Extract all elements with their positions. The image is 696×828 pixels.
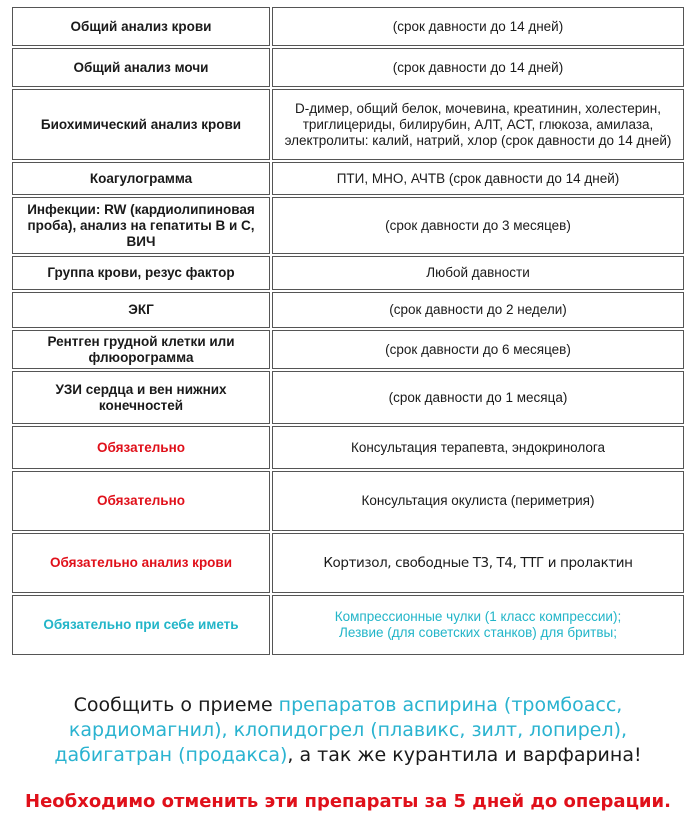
table-row: [12, 595, 684, 655]
test-term: [272, 595, 684, 655]
test-name: Обязательно при себе иметь: [12, 595, 270, 655]
test-term: Кортизол, свободные Т3, Т4, ТТГ и пролактин: [272, 533, 684, 593]
test-name: Обязательно анализ крови: [12, 533, 270, 593]
test-name: Общий анализ крови: [12, 7, 270, 46]
cancel-warning: Необходимо отменить эти препараты за 5 дней до операции.: [25, 791, 671, 812]
test-term: (срок давности до 2 недели): [272, 292, 684, 328]
test-term: (срок давности до 6 месяцев): [272, 330, 684, 369]
test-name: Биохимический анализ крови: [12, 89, 270, 160]
test-name: Инфекции: RW (кардиолипиновая проба), анализ на гепатиты В и С, ВИЧ: [12, 197, 270, 254]
test-term: (срок давности до 1 месяца): [272, 371, 684, 424]
test-name: Рентген грудной клетки или флюорограмма: [12, 330, 270, 369]
requirements-table: [10, 5, 686, 657]
table-row: [12, 48, 684, 87]
test-name: Общий анализ мочи: [12, 48, 270, 87]
test-term: Любой давности: [272, 256, 684, 290]
term-line: Компрессионные чулки (1 класс компрессии);: [334, 609, 622, 624]
test-term: (срок давности до 14 дней): [272, 7, 684, 46]
test-term: ПТИ, МНО, АЧТВ (срок давности до 14 дней): [272, 162, 684, 195]
test-term: (срок давности до 14 дней): [272, 48, 684, 87]
drug-notice: [10, 693, 686, 768]
test-term: D-димер, общий белок, мочевина, креатинин, холестерин, триглицериды, билирубин, АЛТ, АСТ, глюкоза, амилаза, электролиты: калий, натрий, хлор (срок давности до 14 дней): [272, 89, 684, 160]
test-name: Обязательно: [12, 426, 270, 469]
table-row: [12, 197, 684, 254]
term-line: Лезвие (для советских станков) для бритвы;: [339, 625, 617, 640]
table-row: [12, 426, 684, 469]
test-name: УЗИ сердца и вен нижних конечностей: [12, 371, 270, 424]
table-row: [12, 471, 684, 531]
test-name: Группа крови, резус фактор: [12, 256, 270, 290]
test-term: (срок давности до 3 месяцев): [272, 197, 684, 254]
test-name: Коагулограмма: [12, 162, 270, 195]
drug-list: препаратов аспирина (тромбоасс, кардиомагнил), клопидогрел (плавикс, зилт, лопирел), дабигатран (продакса): [54, 694, 628, 766]
table-row: [12, 162, 684, 195]
table-row: [12, 7, 684, 46]
test-name: ЭКГ: [12, 292, 270, 328]
test-term: Консультация терапевта, эндокринолога: [272, 426, 684, 469]
table-row: [12, 292, 684, 328]
table-row: [12, 330, 684, 369]
table-row: [12, 371, 684, 424]
notice-text: , а так же курантила и варфарина!: [287, 744, 642, 766]
test-name: Обязательно: [12, 471, 270, 531]
test-term: Консультация окулиста (периметрия): [272, 471, 684, 531]
table-row: [12, 533, 684, 593]
table-row: [12, 89, 684, 160]
notice-text: Сообщить о приеме: [73, 694, 279, 716]
table-row: [12, 256, 684, 290]
